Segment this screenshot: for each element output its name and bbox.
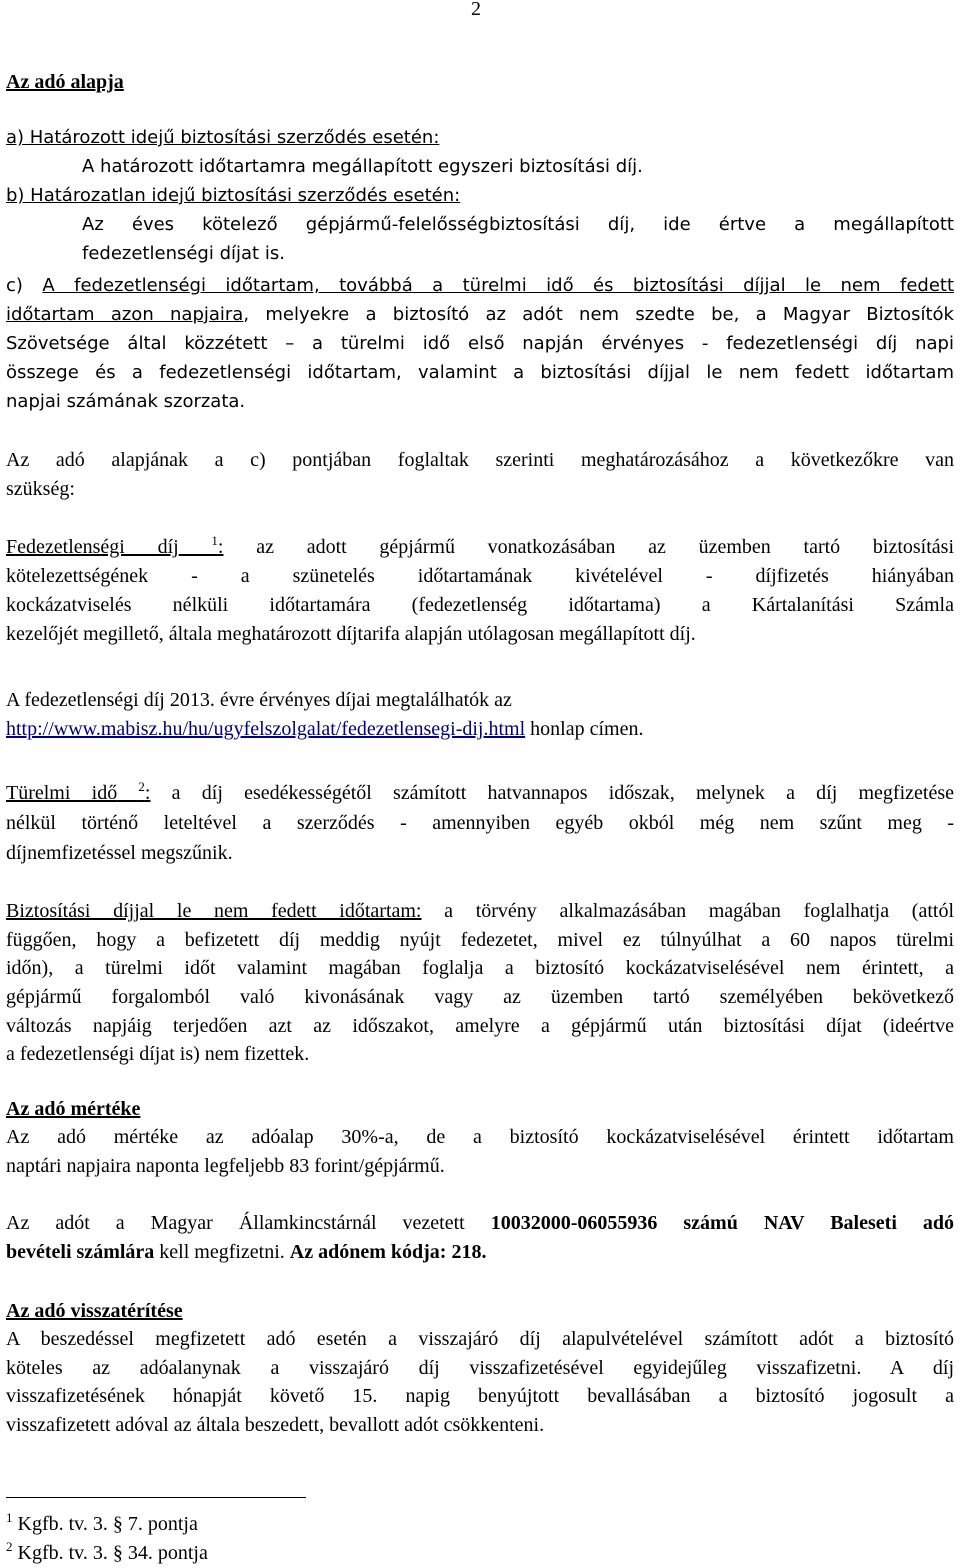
footnote-2: $^2$ Kgfb. tv. 3. § 34. pontja [6, 1539, 208, 1564]
mabisz-link[interactable]: http://www.mabisz.hu/hu/ugyfelszolgalat/fedezetlensegi-dij.html [6, 718, 526, 740]
payment-line-2: bevételi számlára kell megfizetni. Az adónem kódja: 218. [6, 1241, 487, 1263]
definition-biztositasi-dijjal-line-6: a fedezetlenségi díjat is) nem fizettek. [6, 1043, 310, 1065]
visszaterites-line-4: visszafizetett adóval az általa beszedett, bevallott adót csökkenteni. [6, 1414, 545, 1436]
link-paragraph-line-1: A fedezetlenségi díj 2013. évre érvényes díjai megtalálhatók az [6, 689, 512, 711]
definition-turelmi-ido-line-2: nélkül történő leteltével a szerződés - amennyiben egyéb okból még nem szűnt meg - [6, 812, 954, 834]
section-heading-ado-visszateritese: Az adó visszatérítése [6, 1300, 183, 1322]
ado-merteke-line-1: Az adó mértéke az adóalap 30%-a, de a biztosító kockázatviselésével érintett időtartam [6, 1126, 954, 1148]
section-heading-ado-merteke: Az adó mértéke [6, 1098, 141, 1120]
definition-biztositasi-dijjal-line-5: változás napjáig terjedően azt az időszakot, amelyre a gépjármű után biztosítási díjat (ideértve [6, 1015, 954, 1037]
link-paragraph-line-2: http://www.mabisz.hu/hu/ugyfelszolgalat/fedezetlensegi-dij.html honlap címen. [6, 718, 644, 740]
footnote-separator [6, 1497, 306, 1498]
definition-biztositasi-dijjal-line-4: gépjármű forgalomból való kivonásának vagy az üzemben tartó személyében bekövetkező [6, 986, 954, 1008]
definition-biztositasi-dijjal-line-3: időn), a türelmi időt valamint magában foglalja a biztosító kockázatviselésével nem érintett, a [6, 957, 954, 979]
item-a-text: A határozott időtartamra megállapított egyszeri biztosítási díj. [82, 156, 643, 177]
definition-fedezetlensegi-dij-line-3: kockázatviselés nélküli időtartamára (fedezetlenség időtartama) a Kártalanítási Számla [6, 594, 954, 616]
definition-fedezetlensegi-dij-line-4: kezelőjét megillető, általa meghatározott díjtarifa alapján utólagosan megállapított díj. [6, 623, 696, 645]
definition-turelmi-ido-line-1: Türelmi idő $^2$: a díj esedékességétől számított hatvannapos időszak, melynek a díj megfizetése [6, 779, 954, 804]
definition-turelmi-ido-line-3: díjnemfizetéssel megszűnik. [6, 842, 233, 864]
item-c-line-4: összege és a fedezetlenségi időtartam, valamint a biztosítási díjjal le nem fedett időtartam [6, 362, 954, 383]
footnote-1: $^1$ Kgfb. tv. 3. § 7. pontja [6, 1510, 198, 1535]
ado-merteke-line-2: naptári napjaira naponta legfeljebb 83 forint/gépjármű. [6, 1155, 445, 1177]
intro-line-1: Az adó alapjának a c) pontjában foglaltak szerinti meghatározásához a következőkre van [6, 449, 954, 471]
definition-biztositasi-dijjal-line-2: függően, hogy a befizetett díj meddig nyújt fedezetet, mivel ez túlnyúlhat a 60 napos türelmi [6, 929, 954, 951]
footnote-ref-2: 2 [138, 779, 145, 794]
page-number: 2 [471, 0, 481, 20]
intro-line-2: szükség: [6, 478, 75, 500]
item-b-label: b) Határozatlan idejű biztosítási szerződés esetén: [6, 185, 461, 206]
item-c-line-5: napjai számának szorzata. [6, 391, 246, 412]
section-heading-ado-alapja: Az adó alapja [6, 71, 124, 93]
definition-fedezetlensegi-dij-line-2: kötelezettségének - a szünetelés időtartamának kivételével - díjfizetés hiányában [6, 565, 954, 587]
item-b-text-1: Az éves kötelező gépjármű-felelősségbiztosítási díj, ide értve a megállapított [82, 214, 954, 235]
item-c-line-1: c) A fedezetlenségi időtartam, továbbá a türelmi idő és biztosítási díjjal le nem fedett [6, 275, 955, 296]
item-c-line-3: Szövetsége által közzétett – a türelmi idő első napján érvényes - fedezetlenségi díj napi [6, 333, 954, 354]
definition-fedezetlensegi-dij-line-1: Fedezetlenségi díj $^1$: az adott gépjármű vonatkozásában az üzemben tartó biztosítási [6, 533, 955, 558]
item-a-label: a) Határozott idejű biztosítási szerződés esetén: [6, 127, 440, 148]
definition-biztositasi-dijjal-line-1: Biztosítási díjjal le nem fedett időtartam: a törvény alkalmazásában magában foglalhatja (attól [6, 900, 954, 922]
item-b-text-2: fedezetlenségi díjat is. [82, 243, 285, 264]
payment-line-1: Az adót a Magyar Államkincstárnál vezetett 10032000-06055936 számú NAV Baleseti adó [6, 1212, 954, 1234]
visszaterites-line-2: köteles az adóalanynak a visszajáró díj visszafizetésével egyidejűleg visszafizetni. A díj [6, 1357, 954, 1379]
footnote-ref-1: 1 [211, 533, 218, 548]
visszaterites-line-1: A beszedéssel megfizetett adó esetén a visszajáró díj alapulvételével számított adót a biztosító [6, 1328, 954, 1350]
item-c-line-2: időtartam azon napjaira, melyekre a biztosító az adót nem szedte be, a Magyar Biztosítók [6, 304, 954, 325]
visszaterites-line-3: visszafizetésének hónapját követő 15. napig benyújtott bevallásában a biztosító jogosult a [6, 1385, 954, 1407]
